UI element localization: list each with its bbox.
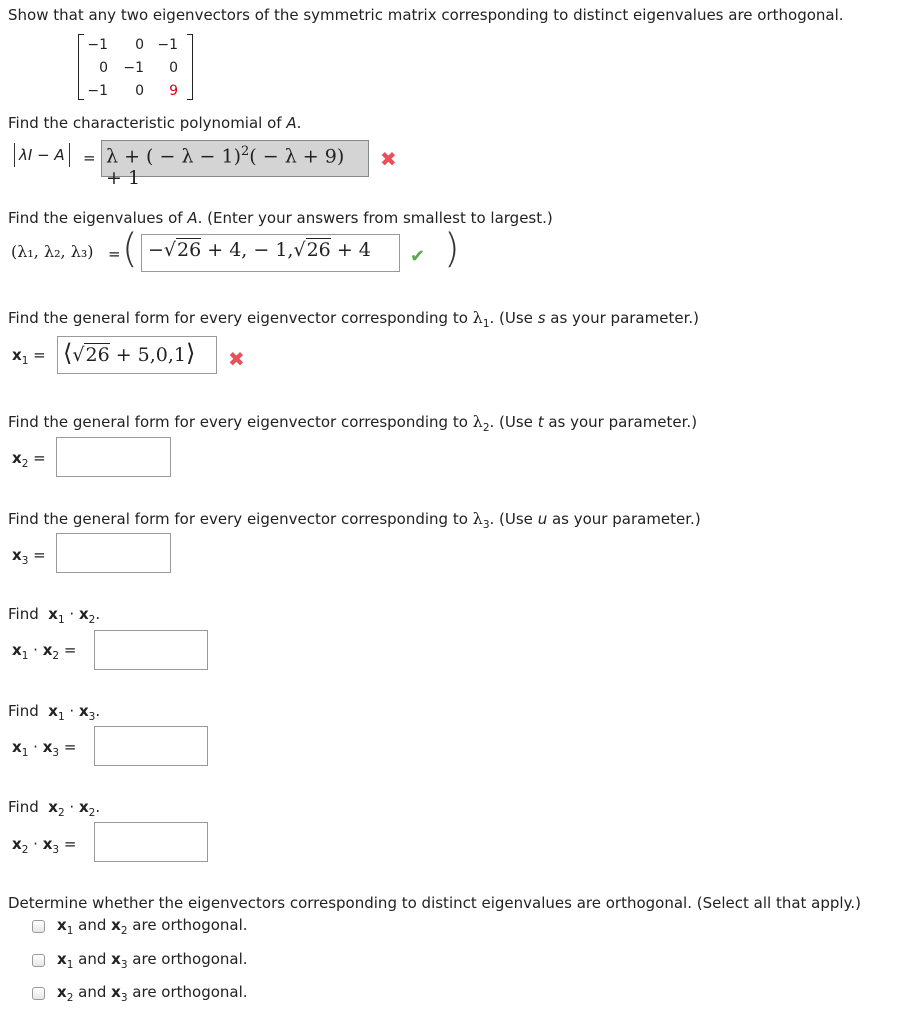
q3-lhs-sub: 1 <box>21 355 29 367</box>
q1-equals: = <box>83 149 96 167</box>
q4-prompt-lambda: λ <box>472 412 483 431</box>
q9-opt2-and: and <box>73 950 112 968</box>
q1-lhs-var: A <box>54 146 65 164</box>
q6-lhs-dot: · <box>28 641 43 659</box>
q8-b: x <box>78 798 89 816</box>
q6-find: Find <box>8 605 39 623</box>
q8-prompt <box>8 798 100 819</box>
q1-lhs-minus: − <box>32 146 55 164</box>
q3-prompt-mid: . (Use <box>489 309 538 327</box>
matrix-cell-2-2: 9 <box>169 83 178 99</box>
q7-lhs <box>12 738 76 759</box>
q4-prompt-text: Find the general form for every eigenvector corresponding to <box>8 413 473 431</box>
symmetric-matrix <box>78 34 193 102</box>
q8-equals: = <box>63 835 77 853</box>
q7-equals: = <box>63 738 77 756</box>
q7-lhs-b: x <box>42 738 53 756</box>
q2-equals: = <box>108 245 121 263</box>
q4-lhs-sub: 2 <box>21 458 29 470</box>
q9-option-2-checkbox[interactable] <box>32 954 45 967</box>
q8-lhs-a-sub: 2 <box>21 844 29 856</box>
q3-answer-root: 26 <box>85 344 110 366</box>
q5-answer-field[interactable] <box>56 533 171 573</box>
q5-lhs-x: x <box>12 546 22 564</box>
q9-opt3-b: x <box>111 983 121 1001</box>
q7-prompt <box>8 702 100 723</box>
q1-answer-field[interactable] <box>101 140 369 190</box>
q4-lhs <box>12 449 46 470</box>
q8-a-sub: 2 <box>57 807 65 819</box>
q3-prompt-lambda: λ <box>472 308 483 327</box>
q7-a: x <box>48 702 58 720</box>
q3-prompt-text: Find the general form for every eigenvector corresponding to <box>8 309 473 327</box>
q7-dot: · <box>64 702 79 720</box>
q1-answer-part-a: λ + ( − λ − 1) <box>106 145 241 168</box>
q2-open-paren: ( <box>122 226 138 272</box>
matrix-cell-1-2: 0 <box>169 60 178 76</box>
q5-lhs <box>12 546 46 567</box>
q9-opt1-tail: are orthogonal. <box>127 916 248 934</box>
matrix-cell-0-1: 0 <box>135 37 144 53</box>
q5-prompt <box>8 509 701 531</box>
q9-opt3-and: and <box>73 983 112 1001</box>
q6-b: x <box>78 605 89 623</box>
q2-answer-middle: + 4, − 1, <box>201 239 294 261</box>
q1-lhs-lambda-i: λI <box>19 146 33 164</box>
q4-equals: = <box>33 449 46 467</box>
q9-opt1-and: and <box>73 916 112 934</box>
q3-prompt <box>8 308 699 330</box>
q5-prompt-sub: 3 <box>482 519 490 531</box>
q3-prompt-end: as your parameter.) <box>545 309 699 327</box>
q8-lhs <box>12 835 76 856</box>
q7-lhs-dot: · <box>28 738 43 756</box>
q2-answer-minus: − <box>148 239 164 261</box>
q9-option-1-label[interactable] <box>57 916 248 937</box>
q1-prompt-var: A <box>286 114 297 132</box>
q8-end: . <box>95 798 101 816</box>
intro-text: Show that any two eigenvectors of the symmetric matrix corresponding to distinct eigenvalues are orthogonal. <box>8 6 844 24</box>
q6-a: x <box>48 605 58 623</box>
q4-answer-field[interactable] <box>56 437 171 477</box>
q8-a: x <box>48 798 58 816</box>
q3-answer-close-angle: ⟩ <box>186 339 196 367</box>
q6-lhs <box>12 641 76 662</box>
q3-lhs-x: x <box>12 346 22 364</box>
q3-param: s <box>537 309 546 327</box>
q6-lhs-b: x <box>42 641 53 659</box>
q8-answer-field[interactable] <box>94 822 208 862</box>
q2-correct-icon: ✔ <box>410 246 426 267</box>
q1-lhs <box>14 146 70 164</box>
q6-equals: = <box>63 641 77 659</box>
q6-lhs-a: x <box>12 641 22 659</box>
q8-dot: · <box>64 798 79 816</box>
q5-equals: = <box>33 546 46 564</box>
q8-lhs-b: x <box>42 835 53 853</box>
matrix-cell-0-0: −1 <box>87 37 108 53</box>
q9-option-2-label[interactable] <box>57 950 248 971</box>
q2-lhs: (λ₁, λ₂, λ₃) <box>11 242 94 261</box>
q7-lhs-a: x <box>12 738 22 756</box>
q6-dot: · <box>64 605 79 623</box>
q3-answer-open-angle: ⟨ <box>63 339 73 367</box>
q8-lhs-a: x <box>12 835 22 853</box>
q9-opt3-b-sub: 3 <box>120 992 128 1004</box>
q4-prompt-end: as your parameter.) <box>543 413 698 431</box>
q4-prompt <box>8 412 697 434</box>
q5-prompt-text: Find the general form for every eigenvector corresponding to <box>8 510 473 528</box>
q8-find: Find <box>8 798 39 816</box>
q9-opt1-a-sub: 1 <box>66 925 74 937</box>
q9-option-1-checkbox[interactable] <box>32 920 45 933</box>
matrix-cell-2-0: −1 <box>87 83 108 99</box>
matrix-right-bracket <box>187 34 193 100</box>
q4-prompt-sub: 2 <box>482 422 490 434</box>
q6-answer-field[interactable] <box>94 630 208 670</box>
q6-a-sub: 1 <box>57 614 65 626</box>
q1-prompt-text: Find the characteristic polynomial of <box>8 114 287 132</box>
matrix-left-bracket <box>78 34 84 100</box>
q8-lhs-b-sub: 3 <box>52 844 60 856</box>
q9-prompt: Determine whether the eigenvectors corresponding to distinct eigenvalues are orthogonal. (Select all that apply.) <box>8 894 861 912</box>
q2-close-paren: ) <box>444 226 460 272</box>
q1-answer-part-b: ( − λ + 9) + 1 <box>106 145 345 190</box>
q9-opt2-tail: are orthogonal. <box>127 950 248 968</box>
q7-a-sub: 1 <box>57 711 65 723</box>
q2-prompt-end: . (Enter your answers from smallest to largest.) <box>197 209 553 227</box>
q1-prompt <box>8 114 301 132</box>
q3-answer-field[interactable]: ⟨√26 + 5,0,1⟩ <box>57 336 217 374</box>
q9-option-3-checkbox[interactable] <box>32 987 45 1000</box>
q9-opt1-b: x <box>111 916 121 934</box>
q3-answer-rest: + 5,0,1 <box>109 344 187 366</box>
q2-answer-root-1: 26 <box>177 239 202 261</box>
q1-prompt-end: . <box>296 114 302 132</box>
q6-b-sub: 2 <box>88 614 96 626</box>
q9-opt1-a: x <box>57 916 67 934</box>
q8-b-sub: 2 <box>88 807 96 819</box>
q3-lhs <box>12 346 46 367</box>
q4-param: t <box>537 413 544 431</box>
q5-lhs-sub: 3 <box>21 555 29 567</box>
q2-prompt-text: Find the eigenvalues of <box>8 209 188 227</box>
q2-answer-end: + 4 <box>330 239 371 261</box>
q7-end: . <box>95 702 101 720</box>
q8-lhs-dot: · <box>28 835 43 853</box>
q4-prompt-mid: . (Use <box>489 413 538 431</box>
q7-b: x <box>78 702 89 720</box>
q6-lhs-a-sub: 1 <box>21 650 29 662</box>
q2-answer-field[interactable]: −√26 + 4, − 1,√26 + 4 <box>141 234 400 272</box>
matrix-cell-2-1: 0 <box>135 83 144 99</box>
q9-opt2-a-sub: 1 <box>66 959 74 971</box>
matrix-cell-1-0: 0 <box>99 60 108 76</box>
q6-lhs-b-sub: 2 <box>52 650 60 662</box>
matrix-cell-1-1: −1 <box>123 60 144 76</box>
q7-answer-field[interactable] <box>94 726 208 766</box>
q9-opt3-a-sub: 2 <box>66 992 74 1004</box>
q6-end: . <box>95 605 101 623</box>
q3-prompt-sub: 1 <box>482 318 490 330</box>
q3-incorrect-icon: ✖ <box>228 347 245 371</box>
q9-opt2-a: x <box>57 950 67 968</box>
q9-opt2-b-sub: 3 <box>120 959 128 971</box>
q9-opt3-tail: are orthogonal. <box>127 983 248 1001</box>
q7-find: Find <box>8 702 39 720</box>
q1-answer-exponent: 2 <box>241 144 250 159</box>
matrix-cell-0-2: −1 <box>157 37 178 53</box>
q9-option-3-label[interactable] <box>57 983 248 1004</box>
q2-prompt <box>8 209 553 227</box>
q7-b-sub: 3 <box>88 711 96 723</box>
q5-param: u <box>537 510 548 528</box>
q9-opt1-b-sub: 2 <box>120 925 128 937</box>
q7-lhs-a-sub: 1 <box>21 747 29 759</box>
q9-opt3-a: x <box>57 983 67 1001</box>
q4-lhs-x: x <box>12 449 22 467</box>
q5-prompt-end: as your parameter.) <box>547 510 701 528</box>
q5-prompt-mid: . (Use <box>489 510 538 528</box>
q5-prompt-lambda: λ <box>472 509 483 528</box>
q2-answer-root-2: 26 <box>306 239 331 261</box>
q9-opt2-b: x <box>111 950 121 968</box>
q7-lhs-b-sub: 3 <box>52 747 60 759</box>
q6-prompt <box>8 605 100 626</box>
q2-prompt-var: A <box>187 209 198 227</box>
q3-equals: = <box>33 346 46 364</box>
q1-incorrect-icon: ✖ <box>380 147 397 171</box>
